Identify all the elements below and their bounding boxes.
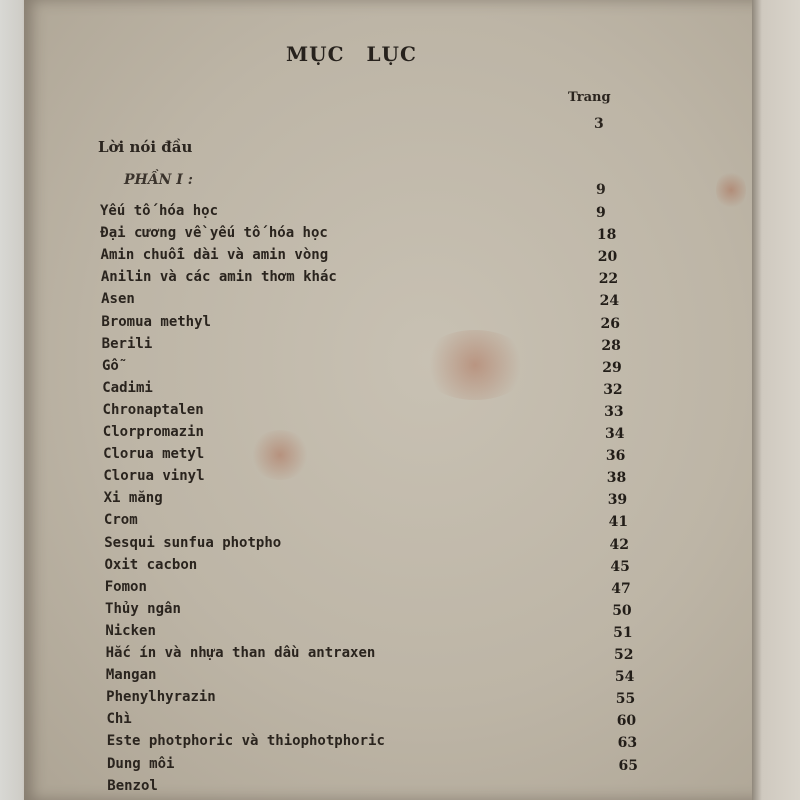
toc-entry-label: Hắc ín và nhựa than dầu antraxen	[105, 645, 376, 661]
toc-entry-label: Fomon	[104, 578, 147, 595]
toc-entry-page: 38	[606, 470, 627, 487]
toc-entry-label: Xi măng	[103, 490, 163, 507]
toc-entry-page: 26	[600, 315, 620, 332]
toc-entry-page: 65	[618, 757, 638, 774]
toc-entry-page: 18	[596, 227, 617, 244]
toc-entry-label: Cadimi	[102, 379, 153, 396]
toc-entry-page: 34	[605, 426, 625, 442]
toc-entry-page: 29	[602, 359, 622, 376]
toc-entry-label: Thủy ngân	[105, 600, 181, 617]
toc-entry-page: 63	[617, 735, 638, 752]
toc-entry-label: Benzol	[107, 777, 158, 794]
toc-entry-page: 55	[615, 691, 636, 708]
toc-entry-label: Đại cương về yếu tố hóa học	[100, 225, 328, 242]
toc-intro-page: 3	[594, 116, 604, 132]
paper-stain	[420, 330, 530, 400]
toc-entry-label: Phenylhyrazin	[106, 689, 216, 706]
toc-entry-label: Oxit cacbon	[104, 556, 198, 573]
toc-entry-label: Mangan	[105, 667, 157, 684]
toc-entry-page: 20	[597, 249, 618, 266]
toc-entry-page: 60	[616, 713, 637, 730]
toc-entry-page: 42	[609, 536, 629, 553]
toc-entry-label: Amin chuỗi dài và amin vòng	[100, 247, 329, 264]
toc-entry-label: Nicken	[105, 622, 156, 639]
toc-entry-label: Chì	[106, 711, 132, 728]
toc-entry-label: Sesqui sunfua photpho	[104, 534, 282, 551]
toc-entry-page: 32	[603, 381, 623, 398]
toc-entry-label: Dung môi	[107, 755, 175, 772]
toc-entry-page: 41	[608, 514, 629, 531]
facing-page-edge	[752, 0, 800, 800]
toc-entry-page: 24	[599, 293, 620, 310]
toc-entry-label: Gỗ	[101, 357, 119, 374]
toc-entry-page: 36	[605, 448, 626, 465]
paper-stain	[716, 170, 746, 210]
toc-entry-label: Clorpromazin	[102, 424, 204, 440]
toc-entry-label: Asen	[101, 291, 135, 308]
toc-entry-page: 33	[604, 403, 624, 420]
toc-entry-label: Yếu tố hóa học	[100, 203, 219, 219]
page-column-label: Trang	[568, 90, 611, 105]
toc-part-label: PHẦN I :	[124, 172, 193, 188]
toc-entry-page: 9	[596, 205, 606, 221]
toc-part-page: 9	[596, 182, 606, 198]
toc-entry-label: Clorua vinyl	[103, 468, 205, 485]
toc-entry-page: 39	[607, 492, 628, 509]
toc-entry-page: 50	[612, 602, 632, 619]
page-title: MỤC LỤC	[286, 42, 417, 66]
toc-entry-page: 47	[611, 580, 631, 597]
paper-stain	[250, 430, 310, 480]
toc-entry-page: 28	[601, 337, 621, 354]
toc-entry-label: Anilin và các amin thơm khác	[100, 269, 337, 286]
toc-entry-page: 45	[610, 558, 630, 575]
toc-entry-label: Bromua methyl	[101, 313, 211, 330]
toc-entry-label: Crom	[103, 512, 138, 529]
toc-entry-page: 52	[614, 647, 634, 663]
toc-entry-page: 51	[613, 624, 633, 641]
toc-entry-label: Este photphoric và thiophotphoric	[106, 733, 385, 750]
toc-entry-label: Chronaptalen	[102, 401, 204, 418]
toc-entry-page: 22	[598, 271, 619, 288]
toc-entry-page: 54	[614, 669, 635, 686]
toc-entry-label: Clorua metyl	[103, 446, 205, 463]
toc-entry-label: Berili	[101, 335, 153, 352]
toc-intro-label: Lời nói đầu	[98, 138, 193, 156]
